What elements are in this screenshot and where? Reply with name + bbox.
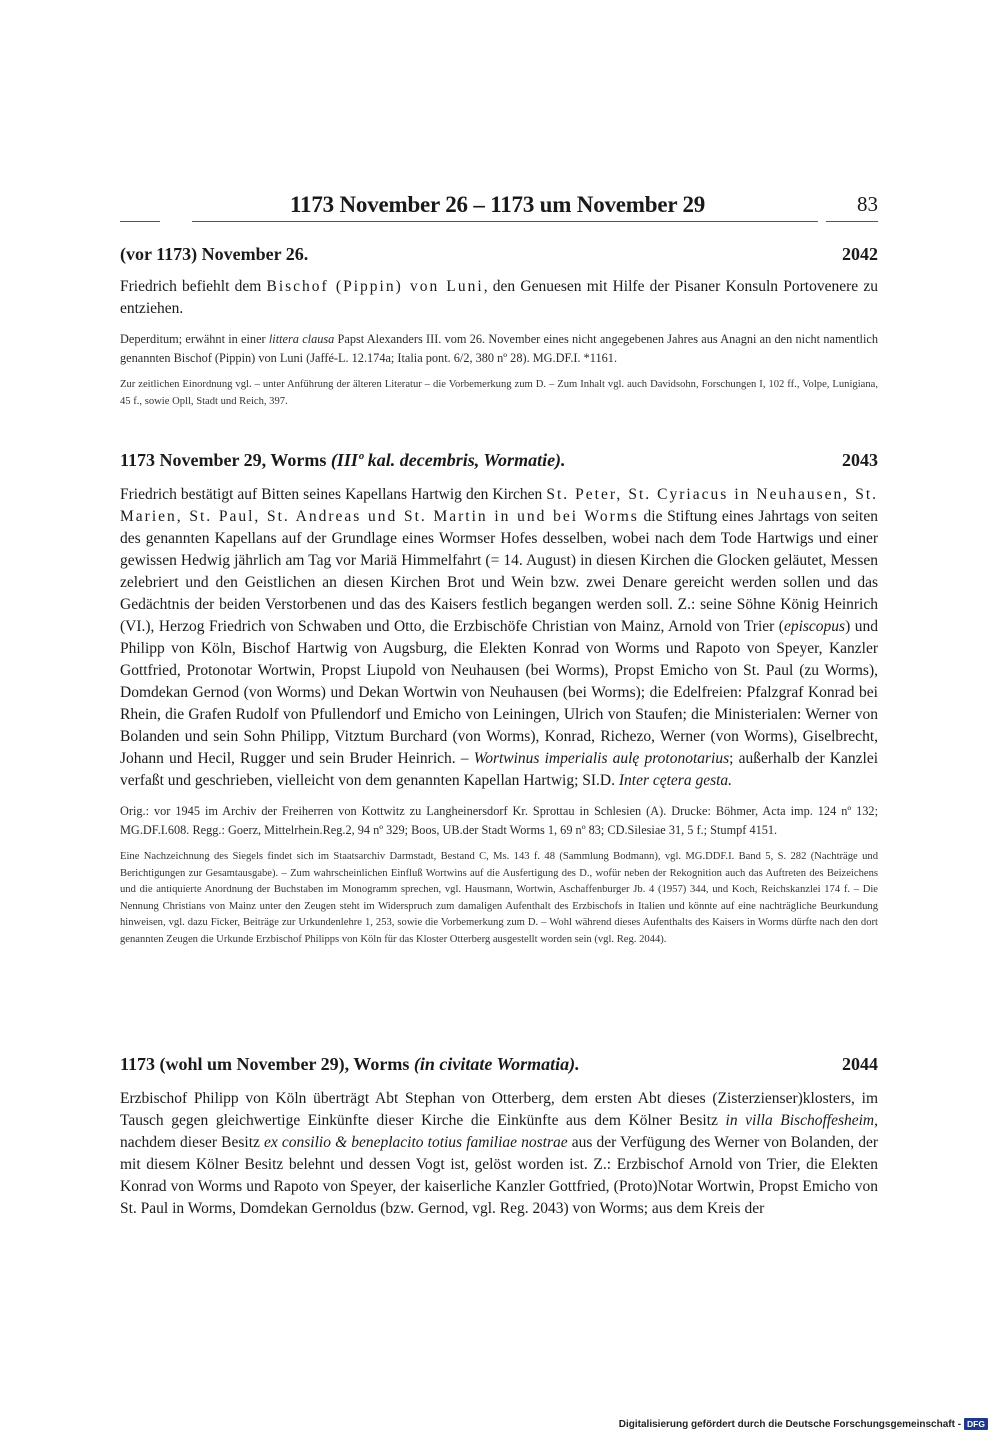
- body-italic: Wortwinus imperialis aulę protonotarius: [473, 750, 730, 767]
- footer-credit: [619, 1418, 988, 1430]
- body-text-segment: Friedrich befiehlt dem: [120, 278, 267, 295]
- note-italic: littera clausa: [268, 332, 335, 346]
- entry-number: 2044: [842, 1054, 878, 1074]
- entry-number: 2043: [842, 450, 878, 470]
- body-text-segment: , nachdem dieser Besitz: [120, 1112, 878, 1151]
- body-italic: in villa Bischoffesheim: [725, 1112, 875, 1129]
- title-italic: (IIIº kal. decembris, Wormatie).: [330, 450, 566, 470]
- entry-heading: [120, 450, 878, 478]
- entry-body: [120, 1088, 878, 1220]
- body-text-segment: aus der Verfügung des Werner von Bolanden, der mit diesem Kölner Besitz belehnt und dessen Vogt ist, gelöst worden ist. Z.: Erzbischof Arnold von Trier, die Elekten Konrad von Worms und Rapoto von Speyer, der kaiserliche Kanzler Gottfried, (Proto)Notar Wortwin, Propst Emicho von St. Paul in Worms, Domdekan Gernoldus (bzw. Gernod, vgl. Reg. 2043) von Worms; aus dem Kreis der: [120, 1134, 878, 1217]
- entry-source-note: Orig.: vor 1945 im Archiv der Freiherren von Kottwitz zu Langheinersdorf Kr. Sprottau in Schlesien (A). Drucke: Böhmer, Acta imp. 124 nº 132; MG.DF.I.608. Regg.: Goerz, Mittelrhein.Reg.2, 94 nº 329; Boos, UB.der Stadt Worms 1, 69 nº 83; CD.Silesiae 31, 5 f.; Stumpf 4151.: [120, 804, 878, 837]
- page-header: [120, 192, 878, 224]
- entry-source-note: [120, 330, 878, 367]
- page-number: 83: [857, 192, 878, 216]
- entry-commentary: Zur zeitlichen Einordnung vgl. – unter Anführung der älteren Literatur – die Vorbemerkung zum D. – Zum Inhalt vgl. auch Davidsohn, Forschungen I, 102 ff., Volpe, Lunigiana, 45 f., sowie Opll, Stadt und Reich, 397.: [120, 379, 878, 407]
- body-text-segment: , den Genuesen mit Hilfe der Pisaner Konsuln Portovenere zu entziehen.: [120, 278, 879, 317]
- entry-title: [120, 450, 566, 471]
- body-italic: Inter cętera gesta.: [618, 772, 733, 789]
- header-rule-right: [826, 221, 878, 222]
- title-plain: 1173 (wohl um November 29), Worms: [120, 1054, 414, 1074]
- entry-heading: [120, 1054, 878, 1082]
- entry-2044: [120, 1054, 878, 1220]
- entry-title: (vor 1173) November 26.: [120, 244, 309, 264]
- entry-number: 2042: [842, 244, 878, 264]
- spaced-name: St. Peter, St. Cyriacus in Neuhausen, St. Marien, St. Paul, St. Andreas und St. Martin in und bei Worms: [120, 486, 878, 525]
- footer-text: Digitalisierung gefördert durch die Deutsche Forschungsgemeinschaft -: [618, 1418, 962, 1430]
- dfg-logo: DFG: [964, 1418, 988, 1430]
- body-text-segment: Erzbischof Philipp von Köln überträgt Abt Stephan von Otterberg, dem ersten Abt dieses (Zisterzienser)klosters, im Tausch gegen gleichwertige Einkünfte dieser Kirche die Einkünfte aus dem Kölner Besitz: [120, 1090, 878, 1129]
- body-italic: episcopus: [783, 618, 846, 635]
- title-plain: 1173 November 29, Worms: [120, 450, 331, 470]
- body-text-segment: ) und Philipp von Köln, Bischof Hartwig von Augsburg, die Elekten Konrad von Worms und Rapoto von Speyer, Kanzler Gottfried, Protonotar Wortwin, Propst Liupold von Neuhausen (bei Worms), Propst Emicho von St. Paul (zu Worms), Domdekan Gernod (von Worms) und Dekan Wortwin von Neuhausen (bei Worms); die Edelfreien: Pfalzgraf Konrad bei Rhein, die Grafen Rudolf von Pfullendorf und Emicho von Leiningen, Ulrich von Staufen; die Ministerialen: Werner von Bolanden und sein Sohn Philipp, Vitztum Burchard (von Worms), Konrad, Richezo, Werner (von Worms), Giselbrecht, Johann und Hecil, Rugger und sein Bruder Heinrich. –: [120, 618, 878, 767]
- header-rule: [192, 221, 818, 222]
- entry-2043: [120, 450, 878, 949]
- header-rule-left: [120, 221, 160, 222]
- entry-body: [120, 484, 878, 792]
- spaced-name: Bischof (Pippin) von Luni: [266, 278, 484, 295]
- body-italic: ex consilio & beneplacito totius familiae nostrae: [264, 1134, 568, 1151]
- entry-body: [120, 276, 878, 320]
- title-italic: (in civitate Wormatia).: [413, 1054, 580, 1074]
- body-text-segment: Friedrich bestätigt auf Bitten seines Kapellans Hartwig den Kirchen: [120, 486, 547, 503]
- entry-2042: [120, 244, 878, 410]
- note-segment: Deperditum; erwähnt in einer: [120, 332, 269, 346]
- entry-title: [120, 1054, 580, 1075]
- running-head: 1173 November 26 – 1173 um November 29: [290, 192, 706, 217]
- entry-commentary: Eine Nachzeichnung des Siegels findet sich im Staatsarchiv Darmstadt, Bestand C, Ms. 143 f. 48 (Sammlung Bodmann), vgl. MG.DDF.I. Band 5, S. 282 (Nachträge und Berichtigungen zur Gesamtausgabe). – Zum wahrscheinlichen Einfluß Wortwins auf die Ausfertigung des D., wofür neben der Rekognition auch das Auftreten des Beizeichens und die antiquierte Anordnung der Buchstaben im Monogramm sprechen, vgl. Hausmann, Wortwin, Aschaffenburger Jb. 4 (1957) 344, und Koch, Reichskanzlei 174 f. – Die Nennung Christians von Mainz unter den Zeugen steht im Widerspruch zum damaligen Aufenthalt des Erzbischofs in Italien und könnte auf eine nachträgliche Beurkundung hinweisen, vgl. dazu Ficker, Beiträge zur Urkundenlehre 1, 253, sowie die Vorbemerkung zum D. – Wohl während dieses Aufenthalts des Kaisers in Worms dürfte nach den dort genannten Zeugen die Urkunde Erzbischof Philipps von Köln für das Kloster Otterberg ausgestellt worden sein (vgl. Reg. 2044).: [120, 851, 878, 945]
- entry-heading: [120, 244, 878, 272]
- body-text-segment: die Stiftung eines Jahrtags von seiten des genannten Kapellans auf der Grundlage eines Wormser Hofes desselben, wobei nach dem Tode Hartwigs und einer gewissen Hedwig jährlich am Tag vor Mariä Himmelfahrt (= 14. August) in diesen Kirchen die Glocken geläutet, Messen zelebriert und den Geistlichen an diesen Kirchen Brot und Wein bzw. zwei Denare gereicht werden sollen und das Gedächtnis der beiden Verstorbenen und das des Kaisers festlich begangen werden soll. Z.: seine Söhne König Heinrich (VI.), Herzog Friedrich von Schwaben und Otto, die Erzbischöfe Christian von Mainz, Arnold von Trier (: [120, 508, 878, 635]
- note-segment: Papst Alexanders III. vom 26. November eines nicht angegebenen Jahres aus Anagni an den nicht namentlich genannten Bischof (Pippin) von Luni (Jaffé-L. 12.174a; Italia pont. 6/2, 380 nº 28). MG.DF.I. *1161.: [120, 332, 878, 365]
- body-text-segment: ; außerhalb der Kanzlei verfaßt und geschrieben, vielleicht von dem genannten Kapellan Hartwig; SI.D.: [120, 750, 879, 789]
